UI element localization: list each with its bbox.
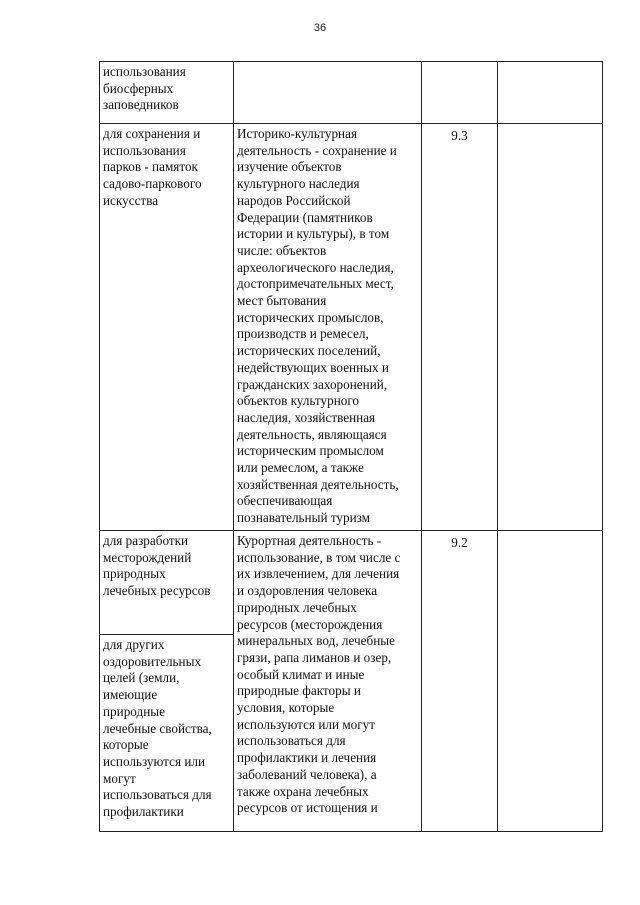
empty-cell (498, 531, 603, 832)
empty-cell (498, 62, 603, 124)
table-row (100, 62, 603, 124)
purpose-cell: для других оздоровительных целей (земли, имеющие природные лечебные свойства, которые используются или могут использоваться для профилактики (100, 635, 234, 832)
purpose-cell: для разработки месторождений природных лечебных ресурсов (100, 531, 234, 635)
table-row (100, 124, 603, 531)
code-cell: 9.2 (422, 531, 498, 832)
page-number: 36 (313, 22, 327, 34)
description-cell (234, 62, 422, 124)
purpose-cell: использования биосферных заповедников (100, 62, 234, 124)
description-cell: Историко-культурная деятельность - сохранение и изучение объектов культурного наследия народов Российской Федерации (памятников истории и культуры), в том числе: объектов археологического наследия, достопримечательных мест, мест бытования исторических промыслов, производств и ремесел, исторических поселений, недействующих военных и гражданских захоронений, объектов культурного наследия, хозяйственная деятельность, являющаяся историческим промыслом или ремеслом, а также хозяйственная деятельность, обеспечивающая познавательный туризм (234, 124, 422, 531)
code-cell (422, 62, 498, 124)
land-use-table (99, 61, 603, 832)
description-cell: Курортная деятельность - использование, в том числе с их извлечением, для лечения и оздоровления человека природных лечебных ресурсов (месторождения минеральных вод, лечебные грязи, рапа лиманов и озер, особый климат и иные природные факторы и условия, которые используются или могут использоваться для профилактики и лечения заболеваний человека), а также охрана лечебных ресурсов от истощения и (234, 531, 422, 832)
code-cell: 9.3 (422, 124, 498, 531)
purpose-cell: для сохранения и использования парков - памяток садово-паркового искусства (100, 124, 234, 531)
empty-cell (498, 124, 603, 531)
table-row (100, 531, 603, 635)
